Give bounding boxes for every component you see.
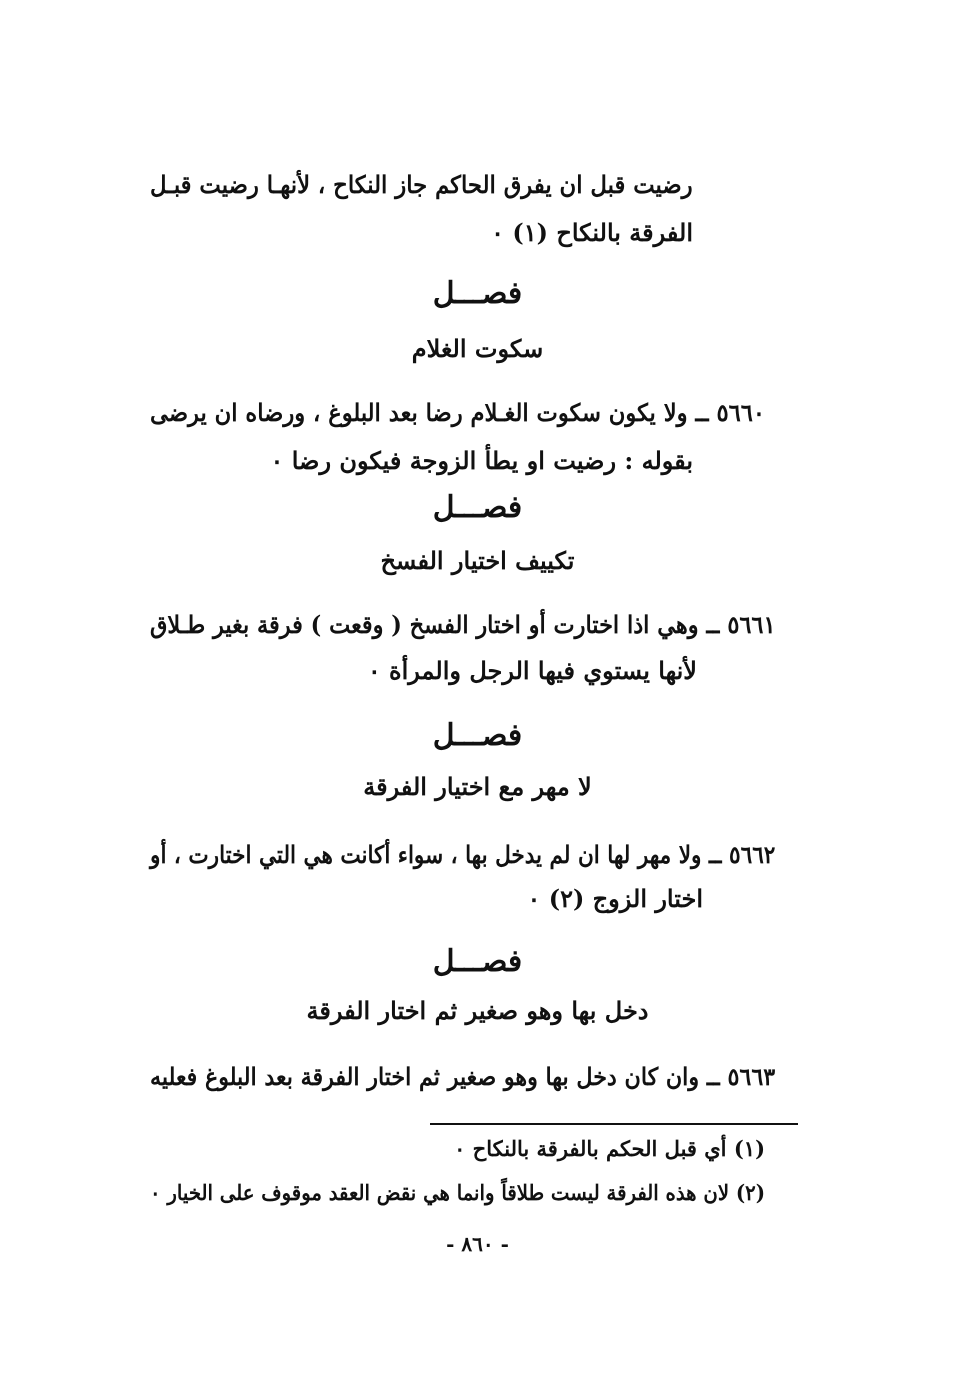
- section-1-fasl: فصـــل: [432, 276, 523, 311]
- intro-line-1: رضيت قبل ان يفرق الحاكم جاز النكاح ، لأنهـا رضيت قبـل: [150, 170, 693, 199]
- section-1-para-line-2: بقوله : رضيت او يطأ الزوجة فيكون رضا ٠: [270, 446, 693, 475]
- section-4-fasl: فصـــل: [432, 944, 523, 979]
- section-2-para-line-2: لأنها يستوي فيها الرجل والمرأة ٠: [367, 656, 697, 685]
- section-3-para-line-1: ٥٦٦٢ ــ ولا مهر لها ان لم يدخل بها ، سواء أكانت هي التي اختارت ، أو: [149, 840, 775, 869]
- section-2-para-line-1: ٥٦٦١ ــ وهي اذا اختارت أو اختار الفسخ ( وقعت ) فرقة بغير طـلاق: [149, 610, 775, 639]
- section-3-fasl: فصـــل: [432, 718, 523, 753]
- section-3-title: لا مهر مع اختيار الفرقة: [363, 772, 592, 801]
- footnote-rule: [430, 1123, 798, 1125]
- section-2-fasl: فصـــل: [432, 490, 523, 525]
- section-1-heading: [0, 276, 955, 311]
- section-1-title: سكوت الغلام: [411, 334, 544, 363]
- footnote-1: (١) أي قبل الحكم بالفرقة بالنكاح ٠: [454, 1136, 765, 1161]
- section-2-title: تكييف اختيار الفسخ: [380, 546, 575, 575]
- section-1-para-line-1: ٥٦٦٠ ــ ولا يكون سكوت الغـلام رضا بعد البلوغ ، ورضاه ان يرضى: [149, 398, 765, 427]
- section-3-heading: [0, 718, 955, 753]
- section-2-heading: [0, 490, 955, 525]
- section-4-title: دخل بها وهو صغير ثم اختار الفرقة: [306, 996, 649, 1025]
- intro-line-2: الفرقة بالنكاح (١) ٠: [491, 218, 693, 247]
- footnote-2: (٢) لان هذه الفرقة ليست طلاقاً وانما هي نقض العقد موقوف على الخيار ٠: [149, 1180, 765, 1205]
- section-3-para-line-2: اختار الزوج (٢) ٠: [527, 884, 703, 913]
- section-4-para-line-1: ٥٦٦٣ ــ وان كان دخل بها وهو صغير ثم اختار الفرقة بعد البلوغ فعليه: [149, 1062, 775, 1091]
- page-number: - ٨٦٠ -: [446, 1232, 509, 1256]
- section-4-heading: [0, 944, 955, 979]
